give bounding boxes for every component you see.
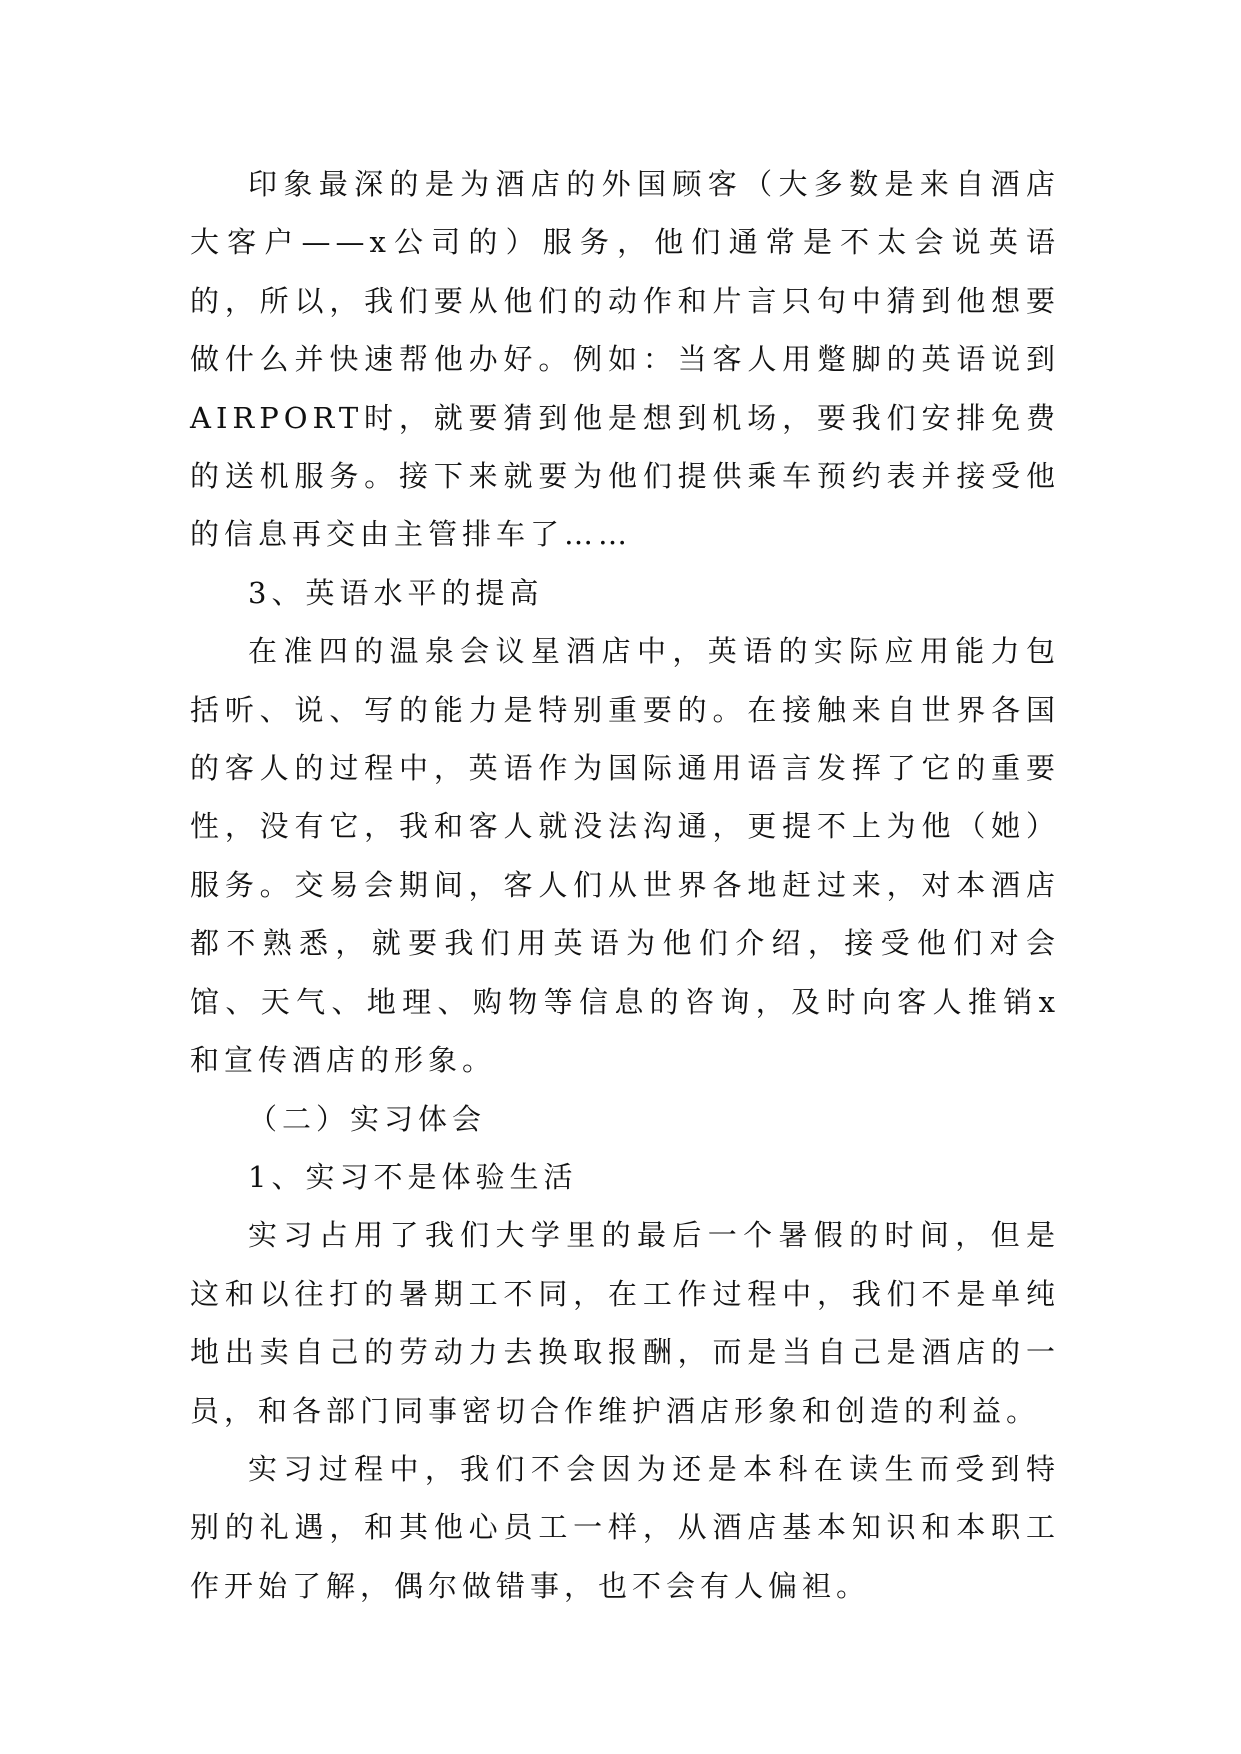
heading-english-improvement: 3、英语水平的提高 [248, 575, 544, 610]
heading-internship-experience: （二）实习体会 [248, 1101, 487, 1136]
paragraph-summer-internship: 实习占用了我们大学里的最后一个暑假的时间，但是这和以往打的暑期工不同，在工作过程中，我们不是单纯地出卖自己的劳动力去换取报酬，而是当自己是酒店的一员，和各部门同事密切合作维护酒店形象和创造的利益。 [190, 1218, 1060, 1428]
heading-not-experiencing-life: 1、实习不是体验生活 [248, 1159, 578, 1194]
paragraph-english-ability: 在准四的温泉会议星酒店中，英语的实际应用能力包括听、说、写的能力是特别重要的。在接触来自世界各国的客人的过程中，英语作为国际通用语言发挥了它的重要性，没有它，我和客人就没法沟通，更提不上为他（她）服务。交易会期间，客人们从世界各地赶过来，对本酒店都不熟悉，就要我们用英语为他们介绍，接受他们对会馆、天气、地理、购物等信息的咨询，及时向客人推销x和宣传酒店的形象。 [190, 634, 1060, 1078]
paragraph-no-special-treatment: 实习过程中，我们不会因为还是本科在读生而受到特别的礼遇，和其他心员工一样，从酒店基本知识和本职工作开始了解，偶尔做错事，也不会有人偏袒。 [190, 1451, 1060, 1603]
paragraph-foreign-guests: 印象最深的是为酒店的外国顾客（大多数是来自酒店大客户——x公司的）服务，他们通常是不太会说英语的，所以，我们要从他们的动作和片言只句中猜到他想要做什么并快速帮他办好。例如：当客人用蹩脚的英语说到AIRPORT时，就要猜到他是想到机场，要我们安排免费的送机服务。接下来就要为他们提供乘车预约表并接受他的信息再交由主管排车了…… [190, 167, 1060, 552]
document-body [190, 155, 1060, 1615]
